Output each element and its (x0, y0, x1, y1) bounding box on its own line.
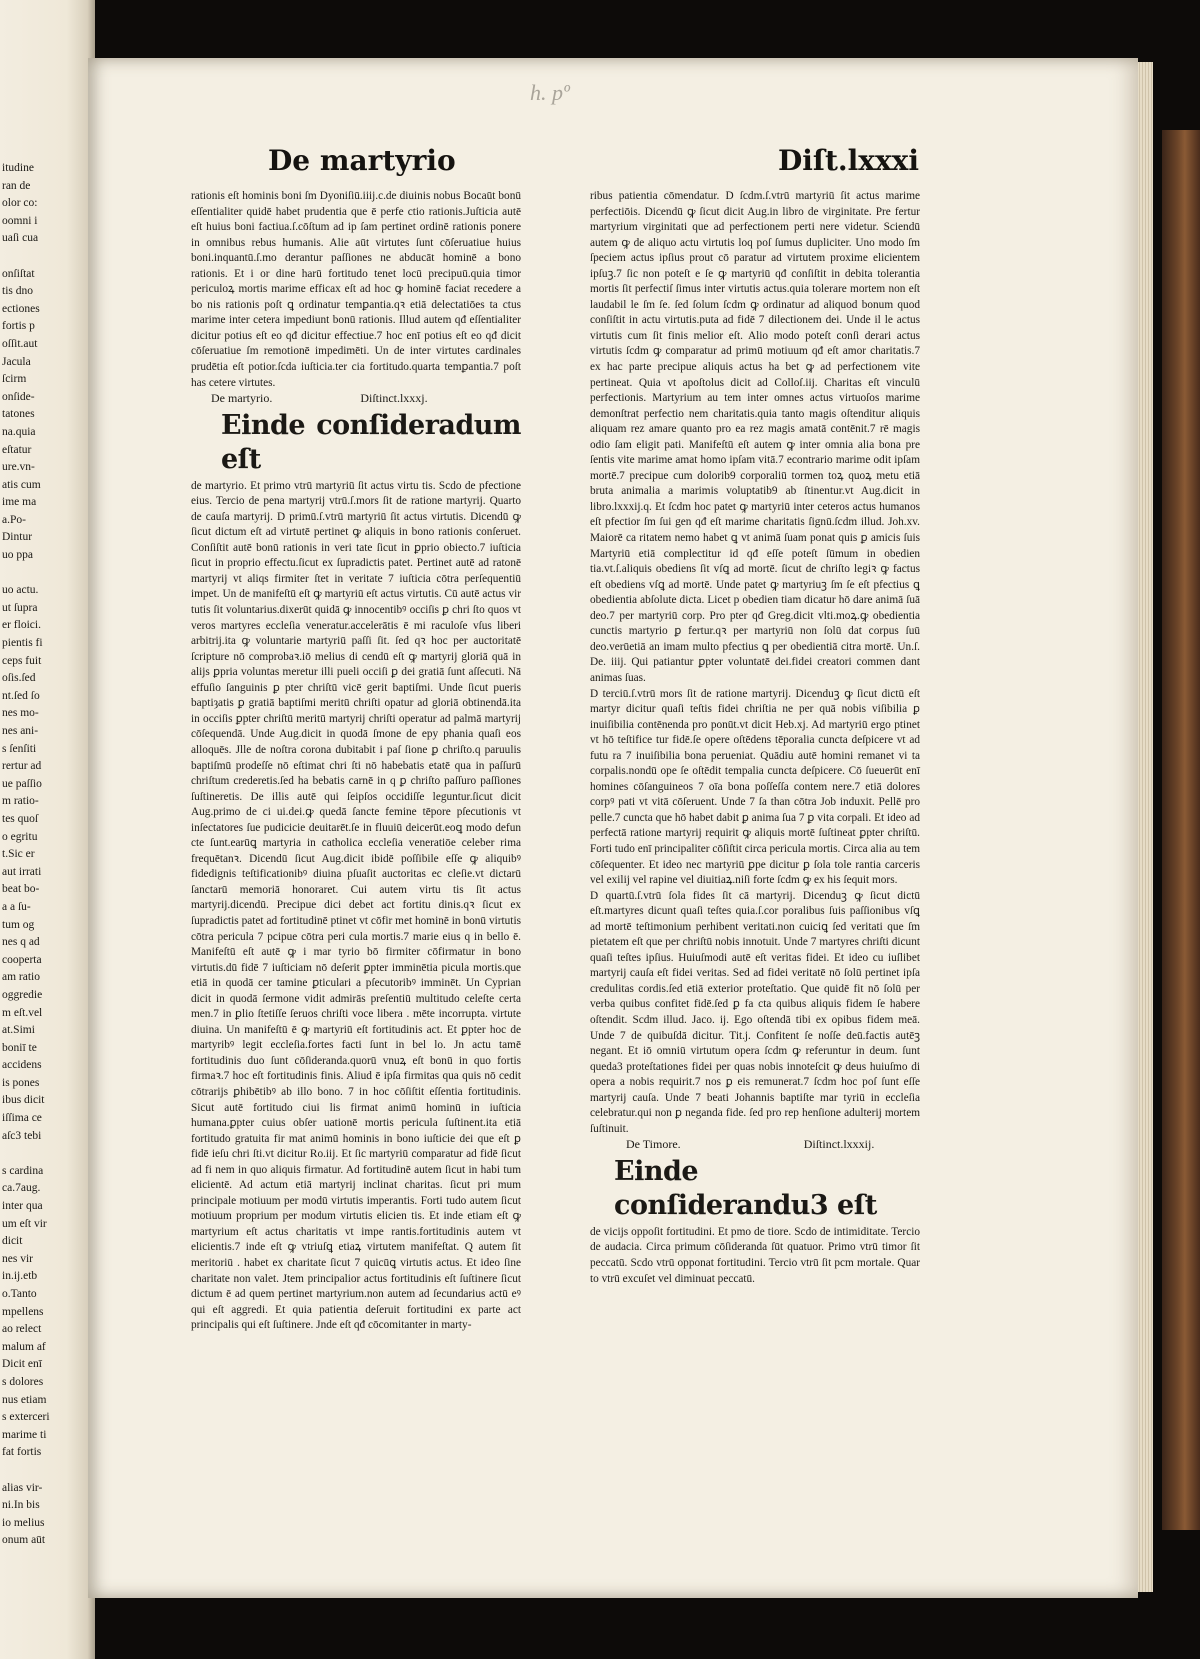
facing-page-line: onſide- (2, 390, 35, 403)
facing-page-line: ran de (2, 179, 31, 192)
paragraph: ribus patientia cōmendatur. D ſcdm.ſ.vtrū martyriū ſit actus marime perfectiōis. Dicendū ꝙ ſicut dicit Aug.in libro de virginitate. Pre fertur martyrium virginitati que ad perfectionem perti nere videtur. Sciendū autem ꝙ de aliquo actu virtutis loq poſ ſumus dupliciter. Uno modo ſm ſpeciem actus ipſius prout cō paratur ad virtutem proxime elicientem ipſuꝫ.7 ſic non poteſt e ſe ꝙ martyriū qđ conſiſtit in debita tolerantia mortis ſit perfectiſ ſimus inter virtutis actus.quia tolerare mortem non eſt laudabil le ſm ſe. ſed ſolum ſcdm ꝙ ordinatur ad aliquod bonum quod conſiſtit in actu virtutis.puta ad fidē 7 dilectionem dei. Unde il le actus virtutis cum ſit finis melior eſt. Alio modo poteſt conſi derari actus virtutis ſcdm ꝙ comparatur ad primū motiuum qđ eſt amor charitatis.7 ex hac parte precipue aliquis actus ha bet ꝙ ad perfectionem vite pertineat. Quia vt apoſtolus dicit ad Colloſ.iij. Charitas eſt vinculū perfectionis. Martyrium au tem inter omnes actus virtuoſos marime demonſtrat perfectio nem charitatis.quia tanto magis oſtenditur aliquis aliquam rez amare quanto pro ea rez magis amatā contēnit.7 rē magis odio ſam eligit pati. Manifeſtū eſt autem ꝙ inter omnia alia bona pre ſentis vite marime amat homo ipſam vitā.7 econtrario marime odit ipſam mortē.7 precipue cum dolorib9 corporaliū tormen toꝝ quoꝝ metu etiā bruta animalia a marimis voluptatib9 ab ſtinentur.vt Aug.dicit in libro.lxxxij.q. Et ſcdm hoc patet ꝙ martyriū inter ceteros actus humanos eſt pfectior ſm ſui gen qđ eſt marime charitatis ſignū.ſcdm illud. Joh.xv. Maiorē ca ritatem nemo habet ꝗ vt animā ſuam ponat quis ꝑ amicis ſuis Martyriū etiā complectitur id qđ eſſe poteſt ſūmum in obedien tia.vt.ſ.aliquis obediens ſit vſꝗ ad mortē. ſicut de chriſto legiꝛ ꝙ factus eſt obediens vſꝗ ad mortē. Unde patet ꝙ martyriuꝫ ſm ſe eſt pfectius ꝗ obedientia abſolute dicta. Licet p obedien tiam dicatur hō dare animā ſuā deo.7 per martyriū corp. Pro pter qđ Greg.dicit vlti.moꝝ.ꝙ obedientia cunctis martyrio ꝑ fertur.qꝛ per martyriū non ſolū dat corpus ſuū deo.verūetiā an imam multo pfectius ꝗ per obedientiā citra mortē. Un.ſ. De. iiij. Qui patiantur ꝑpter voluntatē dei.fidei creatori commen dant animas ſuas. (590, 190, 920, 684)
running-head-right: Diſt.lxxxi (778, 144, 919, 177)
facing-page-line: alias vir- (2, 1481, 43, 1494)
facing-page-line: ue paſſio (2, 777, 42, 790)
facing-page-line: ime ma (2, 496, 37, 509)
facing-page-line: tes quoſ (2, 812, 39, 825)
facing-page-line: o egritu (2, 830, 38, 843)
facing-page-line: beat bo- (2, 883, 40, 896)
facing-page-line: tum og (2, 918, 35, 931)
facing-page-line: aſc3 tebi (2, 1129, 42, 1142)
facing-page-line: oſſit.aut (2, 337, 38, 350)
facing-page-line: malum af (2, 1340, 46, 1353)
facing-page-line: iſſima ce (2, 1112, 42, 1125)
facing-page-line: um eſt vir (2, 1217, 47, 1230)
paragraph: de martyrio. Et primo vtrū martyriū ſit actus virtu tis. Scdo de pfectione eius. Tercio de pena martyrij vtrū.ſ.mors ſit de ratione martyrij. Quarto de cauſa martyrij. D primū.ſ.vtrū martyriū ſit actus virtutis. Dicendū ꝙ ſicut dictum eſt ad virtutē pertinet ꝙ aliquis in bono rationis conſeruet. Conſiſtit autē bonū rationis in veri tate ſicut in ꝑprio obiecto.7 iuſticia ſicut in proprio effectu.ſicut ex ſupradictis patet. Pertinet autē ad ratonē martyrij vt aliqs firmiter ſtet in veritate 7 iuſticia cōtra perſequentiū impet. Un de manifeſtū eſt ꝙ martyriū eſt actus virtutis. Cū autē actus vir tutis ſit voluntarius.dixerūt quidā ꝙ innocentibꝰ occiſis ꝑ chri ſto quos vt veros martyres eccleſia veneratur.accelerātis ē mi raculoſe vſus liberi arbitrij.ita ꝙ voluntarie martyriū paſſi ſit. ſed qꝛ hoc per auctoritatē ſcripture nō comprobaꝛ.iō melius di cendū eſt ꝙ martyrij gloriā quā in alijs ꝑpria voluntas meretur illi pueli occiſi ꝑ dei gratiā ſunt aſſecuti. Nā effuſio ſanguinis ꝑ pter chriſtū vicē gerit baptiſmi. Unde ſicut pueris baptiȝatis ꝑ gratiā baptiſmi meritū chriſti opatur ad gloriā obtinendā.ita in occiſis ꝑpter chriſtū meritū martyrij chriſti operatur ad palmā martyrij cōſequendā. Unde Aug.dicit in quodā ſmone de epy phania quaſi eos alloquēs. Jlle de noſtra corona dubitabit i paſ ſione ꝑ chriſto.q paruulis baptiſmū prodeſſe nō eſtimat chri ſti nō habebatis etatē qua in paſſurū chriſtum crederetis.ſed ha bebatis carnē in q ꝑ chriſto paſſuro paſſiones ſuſtineretis. De illis autē qui ſeipſos occidiſſe leguntur.ſicut dicit Aug.primo de ci ui.dei.ꝙ quedā ſancte femine tēpore pſecutionis vt inſectatores ſue pudicicie deuitarēt.ſe in fluuiū deicerūt.eoꝗ modo defun cte ſunt.earūꝗ martyria in catholica eccleſia veneratiōe celeber rima frequētanꝛ. Dicendū ſicut Aug.dicit ibidē poſſibile eſſe ꝙ aliquibꝰ fidedignis teſtificationibꝰ diuina pſuaſit auctoritas ec cleſie.vt dictarū ſanctarū memoriā honoraret. Cui autem virtu tis ſit actus martyrij.dicendū. Precipue dici debet act fortitu dinis.qꝛ ſicut ex ſupradictis patet ad fortitudinē ptinet vt cōfir met hominē in bonū virtutis cōtra pericula 7 pcipue cōtra peri cula mortis.7 marie eius q in bello ē. Manifeſtū eſt autē ꝙ i mar tyrio bō firmiter cōfirmatur in bono virtutis.dū fidē 7 iuſticiam nō deſerit ꝑpter imminētia picula mortis.que etiā in quodā cer tamine ꝑticulari a pſecutoribꝰ imminēt. Un Cyprian dicit in quodā ſermone vidit admirās preſentiū multitudo celeſte certa men.7 in ꝑlio ſtetiſſe ſeruos chriſti voce libera . mēte incorrupta. virtute diuina. Un manifeſtū ē ꝙ martyriū eſt fortitudinis act. Et ꝑpter hoc de martyribꝰ legit eccleſia.fortes facti ſunt in bel lo. Jn actu tamē fortitudinis duo ſunt cōſideranda.quorū vnuꝝ eſt bonū in quo fortis firmaꝛ.7 hoc eſt fortitudinis finis. Aliud ē ipſa firmitas qua quis nō cedit cōtrarijs ꝑhibētibꝰ ab illo bono. 7 in hoc cōſiſtit eſſentia fortitudinis. Sicut autē fortitudo ciui lis firmat animū hominū in iuſticia humana.ꝑpter cuius obſer uationē mortis pericula ſuſtinent.ita etiā fortitudo gratuita fir mat animū hominis in bono iuſticie dei que eſt ꝑ fidē ieſu chri ſti.vt dicitur Ro.iij. Et ſic martyriū comparatur ad fidē ſicut ad fi nem in quo aliquis firmatur. Ad fortitudinē autem ſicut in habi tum elicientē. Ad actum etiā martyrij inclinat charitas. ſicut pri mum principale motiuum per modū virtutis imperantis. Forti tudo autem ſicut motiuum proprium per modum virtutis elicien tis. Et inde etiam eſt ꝙ martyrium eſt actus charitatis vt impe rantis.fortitudinis autem vt elicientis.7 inde eſt ꝙ vtriuſꝗ etiaꝝ virtutem manifeſtat. Q autem ſit meritoriū . habet ex charitate ſicut 7 quicūꝗ virtutis actus. Et ideo ſine charitate non valet. Jtem principalior actus fortitudinis eſt ſuſtinere ſicut dictum ē ad quem pertinet martyrium.non autem ad ſecundarius actū eꝰ qui eſt aggredi. Et quia patientia deſeruit fortitudini ex parte act principalis qui eſt ſuſtinere. Jnde eſt qđ cōcomitanter in marty- (191, 479, 521, 1332)
facing-page-line: nt.ſed ſo (2, 689, 40, 702)
facing-page-line: tis dno (2, 285, 33, 298)
facing-page-line: dicit (2, 1235, 23, 1248)
facing-page-line (2, 248, 72, 266)
facing-page-line: nes q ad (2, 936, 40, 949)
facing-page-line: is pones (2, 1076, 40, 1089)
facing-page-line: marime ti (2, 1428, 47, 1441)
section-rubric (191, 391, 521, 407)
facing-page-line: m eſt.vel (2, 1006, 43, 1019)
paragraph: D terciū.ſ.vtrū mors ſit de ratione martyrij. Dicenduꝫ ꝙ ſicut dictū eſt martyr dicitur quaſi teſtis fidei chriſtia ne per quā nobis viſibilia ꝑ inuiſibilia contēnenda pro ponūt.vt dicit Heb.xj. Ad martyriū ergo ptinet vt hō teſtifice tur fidē.ſe opere oſtēdens tēporalia cuncta deſpicere vt ad futu ra 7 inuiſibilia bona perueniat. Quādiu autē homini remanet vi ta corpalis.nondū ope ſe oſtēdit tempalia cuncta deſpicere. Cō ſueuerūt enī homines cōſanguineos 7 oīa bona poſſeſſa contem nere.7 etiā dolores corpꝰ pati vt vitā cōſeruent. Unde 7 ſa than cōtra Job induxit. Pellē pro pelle.7 cuncta que hō habet dabit ꝑ anima ſua 7 ꝑ vita corpali. Et ideo ad perfectā ratione martyrij requirit ꝙ aliquis mortē ſuſtineat ꝑpter chriſtū. Forti tudo enī principaliter cōſiſtit circa pericula mortis. Circa alia au tem cōſequenter. Et ideo nec martyriū ꝑpe dicitur ꝑ ſola tole rantia carceris vel exilij vel rapine vel diuitiaꝝ.niſi forte ſcdm ꝙ ex his ſequit mors. (590, 687, 921, 887)
paragraph: D quartū.ſ.vtrū ſola fides ſit cā martyrij. Dicenduꝫ ꝙ ſicut dictū eſt.martyres dicunt quaſi teſtes quia.ſ.cor poralibus ſuis paſſionibus vſꝗ ad mortē teſtimonium perhibent veritati.non cuiciꝗ ſed veritati que ſm pietatem eſt que per chriſtū nobis innotuit. Unde 7 martyres chriſti dicunt quaſi teſtes ipſius. Huiuſmodi autē eſt veritas fidei. Et ideo cu iuſlibet martyrij cauſa eſt fidei veritas. Sed ad fidei veritatē nō ſolū pertinet ipſa credulitas cordis.ſed etiā exterior proteſtatio. Que quidē fit nō ſolū per verba quibus confitet fidē.ſed ꝑ fa cta quibus aliquis fidem ſe habere oſtendit. Scdm illud. Jaco. ij. Ego oſtendā tibi ex opibus fidem meā. Unde 7 de quibuſdā dicitur. Tit.j. Confitent ſe noſſe deū.factis autēꝫ negant. Et iō omniū virtutum opera ſcdm ꝙ referuntur in deum. ſunt queda3 proteſtationes fidei per quas nobis innoteſcit ꝙ deus huiuſmo di opera a nobis requirit.7 nos ꝑ eis remunerat.7 ſcdm hoc poſ ſunt eſſe martyrij cauſa. Unde 7 beati Johannis baptiſte mar tyriū in eccleſia celebratur.qui non ꝑ neganda fide. ſed pro rep henſione adulterij mortem ſuſtinuit. (590, 889, 920, 1135)
facing-page-line: ibus dicit (2, 1094, 45, 1107)
facing-page-line: pientis fi (2, 637, 43, 650)
facing-page-line: m ratio- (2, 795, 39, 808)
facing-page-line: eſtatur (2, 443, 32, 456)
facing-page-line: uaſi cua (2, 232, 39, 245)
facing-page-line: oomni i (2, 214, 38, 227)
facing-page-line: o.Tanto (2, 1288, 37, 1300)
facing-page-line: Jacula (2, 355, 31, 368)
facing-page-line: at.Simi (2, 1024, 35, 1037)
facing-page-line: tatones (2, 408, 35, 421)
facing-page-line: olor co: (2, 197, 38, 210)
facing-page-line: am ratio (2, 971, 40, 984)
facing-page-line: fat fortis (2, 1446, 42, 1459)
facing-page-line: a.Po- (2, 513, 26, 526)
rubric-distinction: Diſtinct.lxxxij. (803, 1137, 875, 1152)
facing-page-line: onum aūt (2, 1534, 46, 1547)
facing-page-line: uo actu. (2, 584, 39, 597)
facing-page-line: boniī te (2, 1041, 37, 1054)
text-column-b (590, 189, 920, 1287)
rubric-title: De Timore. (626, 1137, 681, 1152)
facing-page-line: ao relect (2, 1323, 42, 1336)
facing-page-line: oſis.ſed (2, 672, 36, 685)
facing-page-line: nes ani- (2, 725, 39, 737)
facing-page-line: io melius (2, 1516, 45, 1529)
facing-page-line: inter qua (2, 1200, 43, 1213)
section-incipit: Einde conſideradum eſt (221, 409, 521, 475)
facing-page-line: t.Sic er (2, 848, 35, 861)
running-head-left: De martyrio (268, 144, 456, 177)
facing-page-line: Dintur (2, 531, 33, 544)
facing-page-line: atis cum (2, 478, 41, 491)
facing-page-line: fortis p (2, 320, 35, 333)
facing-page-line: itudine (2, 162, 34, 174)
facing-page (0, 0, 95, 1659)
facing-page-line: nus etiam (2, 1393, 47, 1406)
facing-page-line: cooperta (2, 953, 42, 966)
section-rubric (590, 1137, 920, 1153)
facing-page-line: ure.vn- (2, 461, 35, 474)
facing-page-line: nes mo- (2, 707, 39, 720)
facing-page-line (2, 1462, 72, 1480)
facing-page-line: uo ppa (2, 549, 33, 562)
paragraph: de vicijs oppoſit fortitudini. Et pmo de tiore. Scdo de intimiditate. Tercio de audacia. Circa primum cōſideranda ſūt quatuor. Primo vtrū timor ſit peccatū. Scdo vtrū opponat fortitudini. Tercio vtrū ſit pcm mortale. Quar to vtrū excuſet vel diminuat peccatū. (590, 1225, 920, 1285)
facing-page-line: s ſenſiti (2, 742, 37, 755)
facing-page-line: ceps fuit (2, 654, 42, 667)
facing-page-line: ni.In bis (2, 1499, 40, 1512)
facing-page-line: rertur ad (2, 760, 42, 773)
section-incipit: Einde conſiderandu3 eſt (614, 1155, 877, 1221)
text-column-a (191, 189, 521, 1334)
facing-page-line (2, 1145, 72, 1163)
facing-page-line: ſcirm (2, 373, 27, 386)
rubric-title: De martyrio. (211, 391, 273, 406)
facing-page-line: in.ij.etb (2, 1270, 38, 1283)
facing-page-line: onſiſtat (2, 267, 35, 280)
paragraph: rationis eſt hominis boni ſm Dyoniſiū.iiij.c.de diuinis nobus Bocaūt bonū eſſentialiter quidē habet prudentia que ē perfe ctio rationis.Juſticia autē eſt huius boni factiua.ſ.cōſtum ad ip ſam pertinet ordinē rationis ponere in omnibus rebus humanis. Alie aūt virtutes ſunt cōſeruatiue huius boni.inquantū.ſ.mo derantur paſſiones ne abducāt hominē a bono rationis. Et i or dine harū fortitudo tenet locū precipuū.quia timor periculoꝝ mortis marime efficax eſt ad hoc ꝙ hominē faciat recedere a bo nis rationis poſt ꝗ ordinatur temꝑantia.qꝛ etiā delectatiōes ta ctus marime inter cetera impediunt bonū rationis. Illud autem qđ eſſentialiter dicitur potius eſt eo qđ dicitur effectiue.7 hoc enī potius eſt eo qđ dicit cōſeruatiue ſm remotionē impedimēti. Un de inter virtutes cardinales prudētia eſt potior.ſcda iuſticia.ter cia fortitudo.quarta temꝑantia.7 poſt has cetere virtutes. (191, 190, 521, 389)
facing-page-line: accidens (2, 1059, 42, 1072)
facing-page-line: nes vir (2, 1252, 33, 1265)
facing-page-line: oggredie (2, 988, 43, 1001)
facing-page-line: s cardina (2, 1164, 44, 1177)
facing-page-line: ectiones (2, 302, 40, 315)
facing-page-text (2, 160, 72, 1550)
facing-page-line: er floici. (2, 619, 41, 632)
rubric-distinction: Diſtinct.lxxxj. (360, 391, 428, 406)
facing-page-line: s exterceri (2, 1411, 50, 1424)
facing-page-line: aut irrati (2, 865, 42, 878)
facing-page-line: Dicit enī (2, 1358, 42, 1371)
facing-page-line: mpellens (2, 1305, 44, 1318)
facing-page-line: a a ſu- (2, 900, 31, 913)
facing-page-line: s dolores (2, 1375, 44, 1388)
pencil-note: h. pº (530, 80, 570, 105)
facing-page-line: ca.7aug. (2, 1182, 41, 1195)
facing-page-line: ut ſupra (2, 601, 38, 614)
book-cover-edge (1162, 130, 1200, 1530)
facing-page-line (2, 565, 72, 583)
facing-page-line: na.quia (2, 425, 36, 438)
